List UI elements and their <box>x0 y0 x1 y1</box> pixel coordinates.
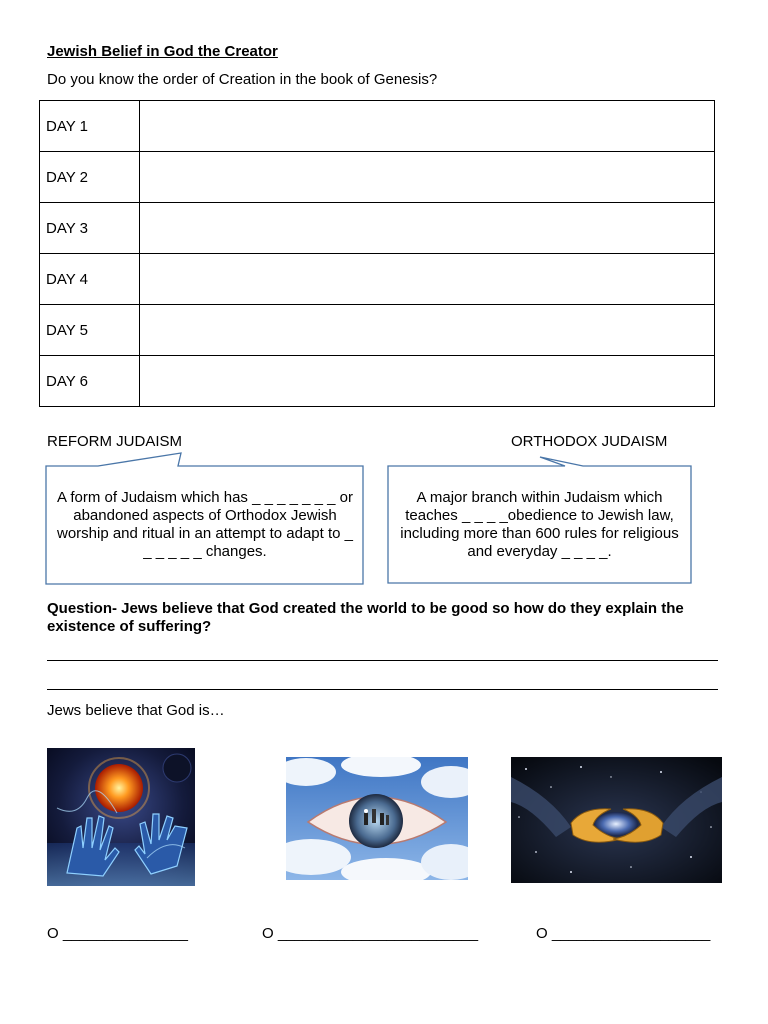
option-1 <box>47 925 188 942</box>
day-label: DAY 5 <box>40 305 140 356</box>
day-label: DAY 1 <box>40 101 140 152</box>
orthodox-definition: A major branch within Judaism which teaches _ _ _ _obedience to Jewish law, including more than 600 rules for religious and everyday _ _ _ _. <box>400 489 679 560</box>
day-label: DAY 3 <box>40 203 140 254</box>
reform-judaism-label: REFORM JUDAISM <box>47 433 182 450</box>
day-label: DAY 2 <box>40 152 140 203</box>
option-3 <box>536 925 710 942</box>
option-2 <box>262 925 478 942</box>
day-answer-cell[interactable] <box>140 101 715 152</box>
day-answer-cell[interactable] <box>140 254 715 305</box>
hands-holding-universe-image <box>511 757 722 883</box>
intro-question: Do you know the order of Creation in the book of Genesis? <box>47 71 438 88</box>
day-answer-cell[interactable] <box>140 356 715 407</box>
day-label: DAY 4 <box>40 254 140 305</box>
reform-definition: A form of Judaism which has _ _ _ _ _ _ _ or abandoned aspects of Orthodox Jewish worship and ritual in an attempt to adapt to _ _ _ _ _ _ changes. <box>56 489 353 560</box>
table-row <box>40 152 715 203</box>
option-marker[interactable]: O <box>536 925 548 942</box>
orthodox-judaism-label: ORTHODOX JUDAISM <box>511 433 668 450</box>
option-marker[interactable]: O <box>262 925 274 942</box>
table-row <box>40 305 715 356</box>
suffering-question: Question- Jews believe that God created the world to be good so how do they explain the existence of suffering? <box>47 600 684 635</box>
all-seeing-eye-image <box>286 757 468 880</box>
answer-line[interactable] <box>47 660 718 661</box>
option-blank[interactable]: ________________________ <box>277 925 479 942</box>
day-label: DAY 6 <box>40 356 140 407</box>
table-row <box>40 254 715 305</box>
creation-days-table <box>39 100 715 407</box>
page-title: Jewish Belief in God the Creator <box>47 43 278 60</box>
answer-line[interactable] <box>47 689 718 690</box>
option-marker[interactable]: O <box>47 925 59 942</box>
table-row <box>40 356 715 407</box>
option-blank[interactable]: _______________ <box>62 925 188 942</box>
table-row <box>40 203 715 254</box>
option-blank[interactable]: ___________________ <box>551 925 711 942</box>
creator-hands-image <box>47 748 195 886</box>
day-answer-cell[interactable] <box>140 203 715 254</box>
day-answer-cell[interactable] <box>140 305 715 356</box>
god-is-prompt: Jews believe that God is… <box>47 702 225 719</box>
day-answer-cell[interactable] <box>140 152 715 203</box>
table-row <box>40 101 715 152</box>
